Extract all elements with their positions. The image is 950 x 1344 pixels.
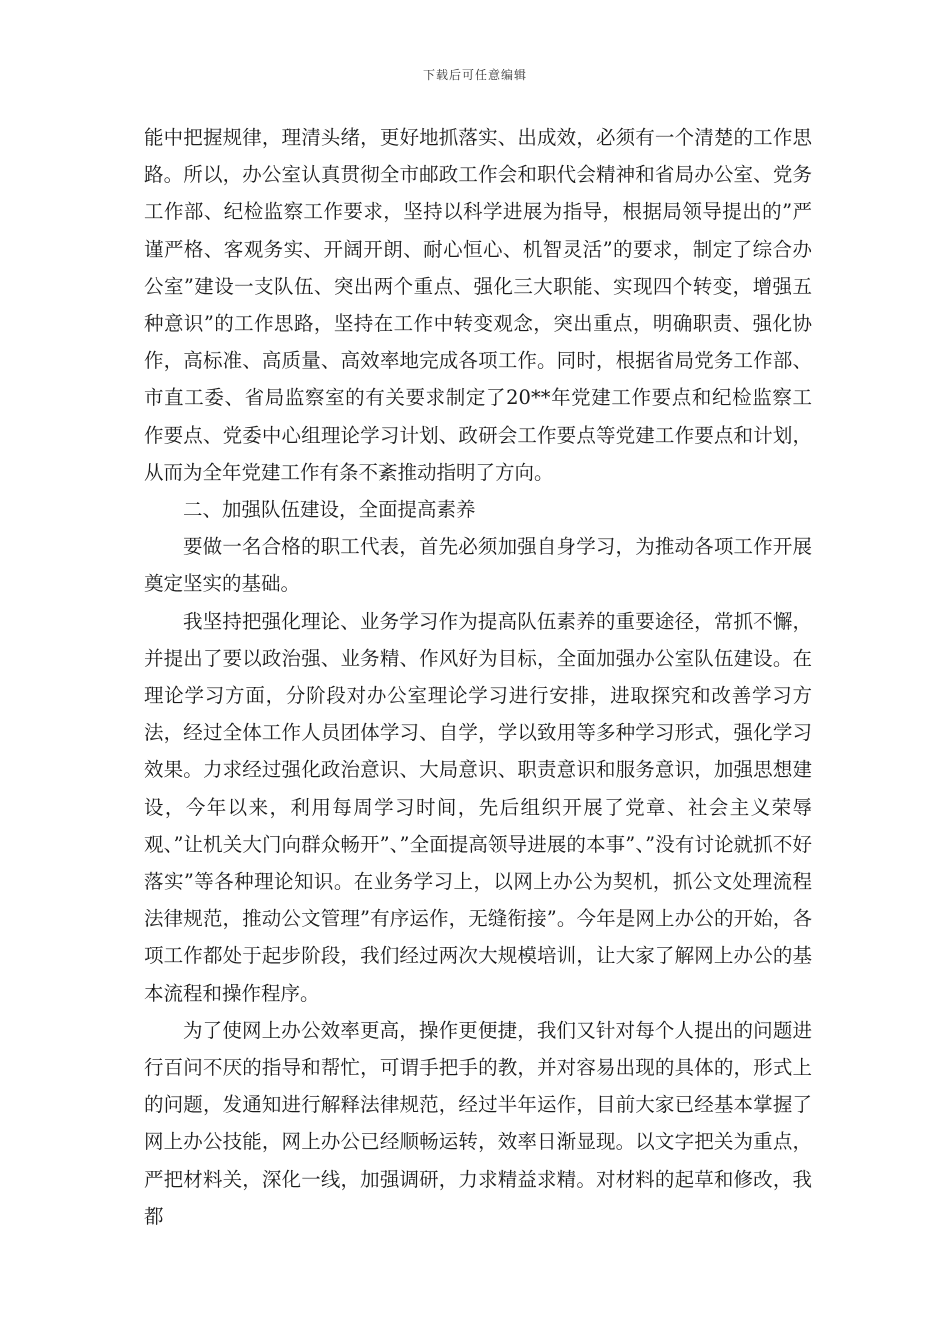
paragraph: 我坚持把强化理论、业务学习作为提高队伍素养的重要途径，常抓不懈，并提出了要以政治强、业务精、作风好为目标，全面加强办公室队伍建设。在理论学习方面，分阶段对办公室理论学习进行安排，进取探究和改善学习方法，经过全体工作人员团体学习、自学，学以致用等多种学习形式，强化学习效果。力求经过强化政治意识、大局意识、职责意识和服务意识，加强思想建设，今年以来，利用每周学习时间，先后组织开展了党章、社会主义荣辱观、”让机关大门向群众畅开”、”全面提高领导进展的本事”、”没有讨论就抓不好落实”等各种理论知识。在业务学习上，以网上办公为契机，抓公文处理流程法律规范，推动公文管理”有序运作，无缝衔接”。今年是网上办公的开始，各项工作都处于起步阶段，我们经过两次大规模培训，让大家了解网上办公的基本流程和操作程序。 — [144, 609, 812, 1005]
document-body — [144, 119, 812, 1235]
paragraph-continuation: 能中把握规律，理清头绪，更好地抓落实、出成效，必须有一个清楚的工作思路。所以，办公室认真贯彻全市邮政工作会和职代会精神和省局办公室、党务工作部、纪检监察工作要求，坚持以科学进展为指导，根据局领导提出的”严谨严格、客观务实、开阔开朗、耐心恒心、机智灵活”的要求，制定了综合办公室”建设一支队伍、突出两个重点、强化三大职能、实现四个转变，增强五种意识”的工作思路，坚持在工作中转变观念，突出重点，明确职责、强化协作，高标准、高质量、高效率地完成各项工作。同时，根据省局党务工作部、市直工委、省局监察室的有关要求制定了20**年党建工作要点和纪检监察工作要点、党委中心组理论学习计划、政研会工作要点等党建工作要点和计划，从而为全年党建工作有条不紊推动指明了方向。 — [144, 126, 812, 484]
paragraph: 为了使网上办公效率更高，操作更便捷，我们又针对每个人提出的问题进行百问不厌的指导和帮忙，可谓手把手的教，并对容易出现的具体的，形式上的问题，发通知进行解释法律规范，经过半年运作，目前大家已经基本掌握了网上办公技能，网上办公已经顺畅运转，效率日渐显现。以文字把关为重点，严把材料关，深化一线，加强调研，力求精益求精。对材料的起草和修改，我都 — [144, 1018, 812, 1228]
header-note: 下载后可任意编辑 — [422, 68, 527, 82]
paragraph: 要做一名合格的职工代表，首先必须加强自身学习，为推动各项工作开展奠定坚实的基础。 — [144, 535, 812, 596]
section-heading: 二、加强队伍建设，全面提高素养 — [183, 498, 476, 522]
